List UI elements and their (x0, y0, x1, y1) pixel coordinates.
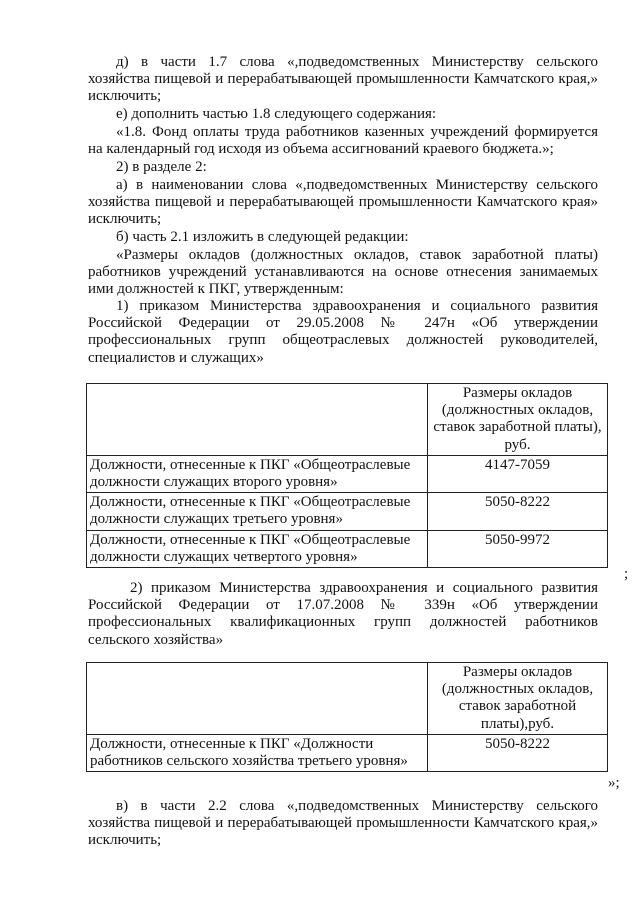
paragraph-b: б) часть 2.1 изложить в следующей редакции: (116, 229, 409, 245)
table-row (87, 455, 608, 492)
paragraph-section-2: 2) в разделе 2: (116, 159, 207, 175)
paragraph-quote-1-8: «1.8. Фонд оплаты труда работников казенных учреждений формируется на календарный год исходя из объема ассигнований краевого бюджета.»; (88, 124, 598, 158)
paragraph-order-339n: 2) приказом Министерства здравоохранения и социального развития Российской Федерации от 17.07.2008 № 339н «Об утверждении профессиональных квалификационных групп должностей работников сельского хозяйства» (88, 580, 598, 648)
table-row (87, 530, 608, 567)
table-header-row (87, 663, 608, 735)
table-row (87, 734, 608, 771)
paragraph-a: а) в наименовании слова «,подведомственных Министерству сельского хозяйства пищевой и перерабатывающей промышленности Камчатского края» исключить; (88, 177, 598, 228)
paragraph-v: в) в части 2.2 слова «,подведомственных Министерству сельского хозяйства пищевой и перерабатывающей промышленности Камчатского края,» исключить; (88, 798, 598, 849)
salary-range-cell: 5050-8222 (428, 734, 608, 771)
salary-range-cell: 4147-7059 (428, 455, 608, 492)
salary-range-cell: 5050-8222 (428, 493, 608, 530)
position-cell: Должности, отнесенные к ПКГ «Должности работников сельского хозяйства третьего уровня» (87, 734, 428, 771)
salary-table-2 (86, 662, 608, 772)
header-cell-salary: Размеры окладов (должностных окладов, ставок заработной платы), руб. (428, 384, 608, 456)
position-cell: Должности, отнесенные к ПКГ «Общеотраслевые должности служащих второго уровня» (87, 455, 428, 492)
paragraph-e: е) дополнить частью 1.8 следующего содержания: (116, 106, 437, 122)
header-cell-empty (87, 384, 428, 456)
header-cell-empty (87, 663, 428, 735)
salary-range-cell: 5050-9972 (428, 530, 608, 567)
paragraph-salary-intro: «Размеры окладов (должностных окладов, ставок заработной платы) работников учреждений устанавливаются на основе отнесения занимаемых ими должностей к ПКГ, утвержденным: (88, 247, 598, 298)
table-header-row (87, 384, 608, 456)
table-row (87, 493, 608, 530)
paragraph-order-247n: 1) приказом Министерства здравоохранения и социального развития Российской Федерации от 29.05.2008 № 247н «Об утверждении профессиональных групп общеотраслевых должностей руководителей, специалистов и служащих» (88, 298, 598, 366)
position-cell: Должности, отнесенные к ПКГ «Общеотраслевые должности служащих четвертого уровня» (87, 530, 428, 567)
position-cell: Должности, отнесенные к ПКГ «Общеотраслевые должности служащих третьего уровня» (87, 493, 428, 530)
salary-table-1 (86, 383, 608, 568)
header-cell-salary: Размеры окладов (должностных окладов, ставок заработной платы),руб. (428, 663, 608, 735)
table2-closing-mark: »; (608, 775, 620, 791)
paragraph-d: д) в части 1.7 слова «,подведомственных Министерству сельского хозяйства пищевой и перерабатывающей промышленности Камчатского края,» исключить; (88, 54, 598, 105)
table1-closing-mark: ; (624, 566, 629, 582)
